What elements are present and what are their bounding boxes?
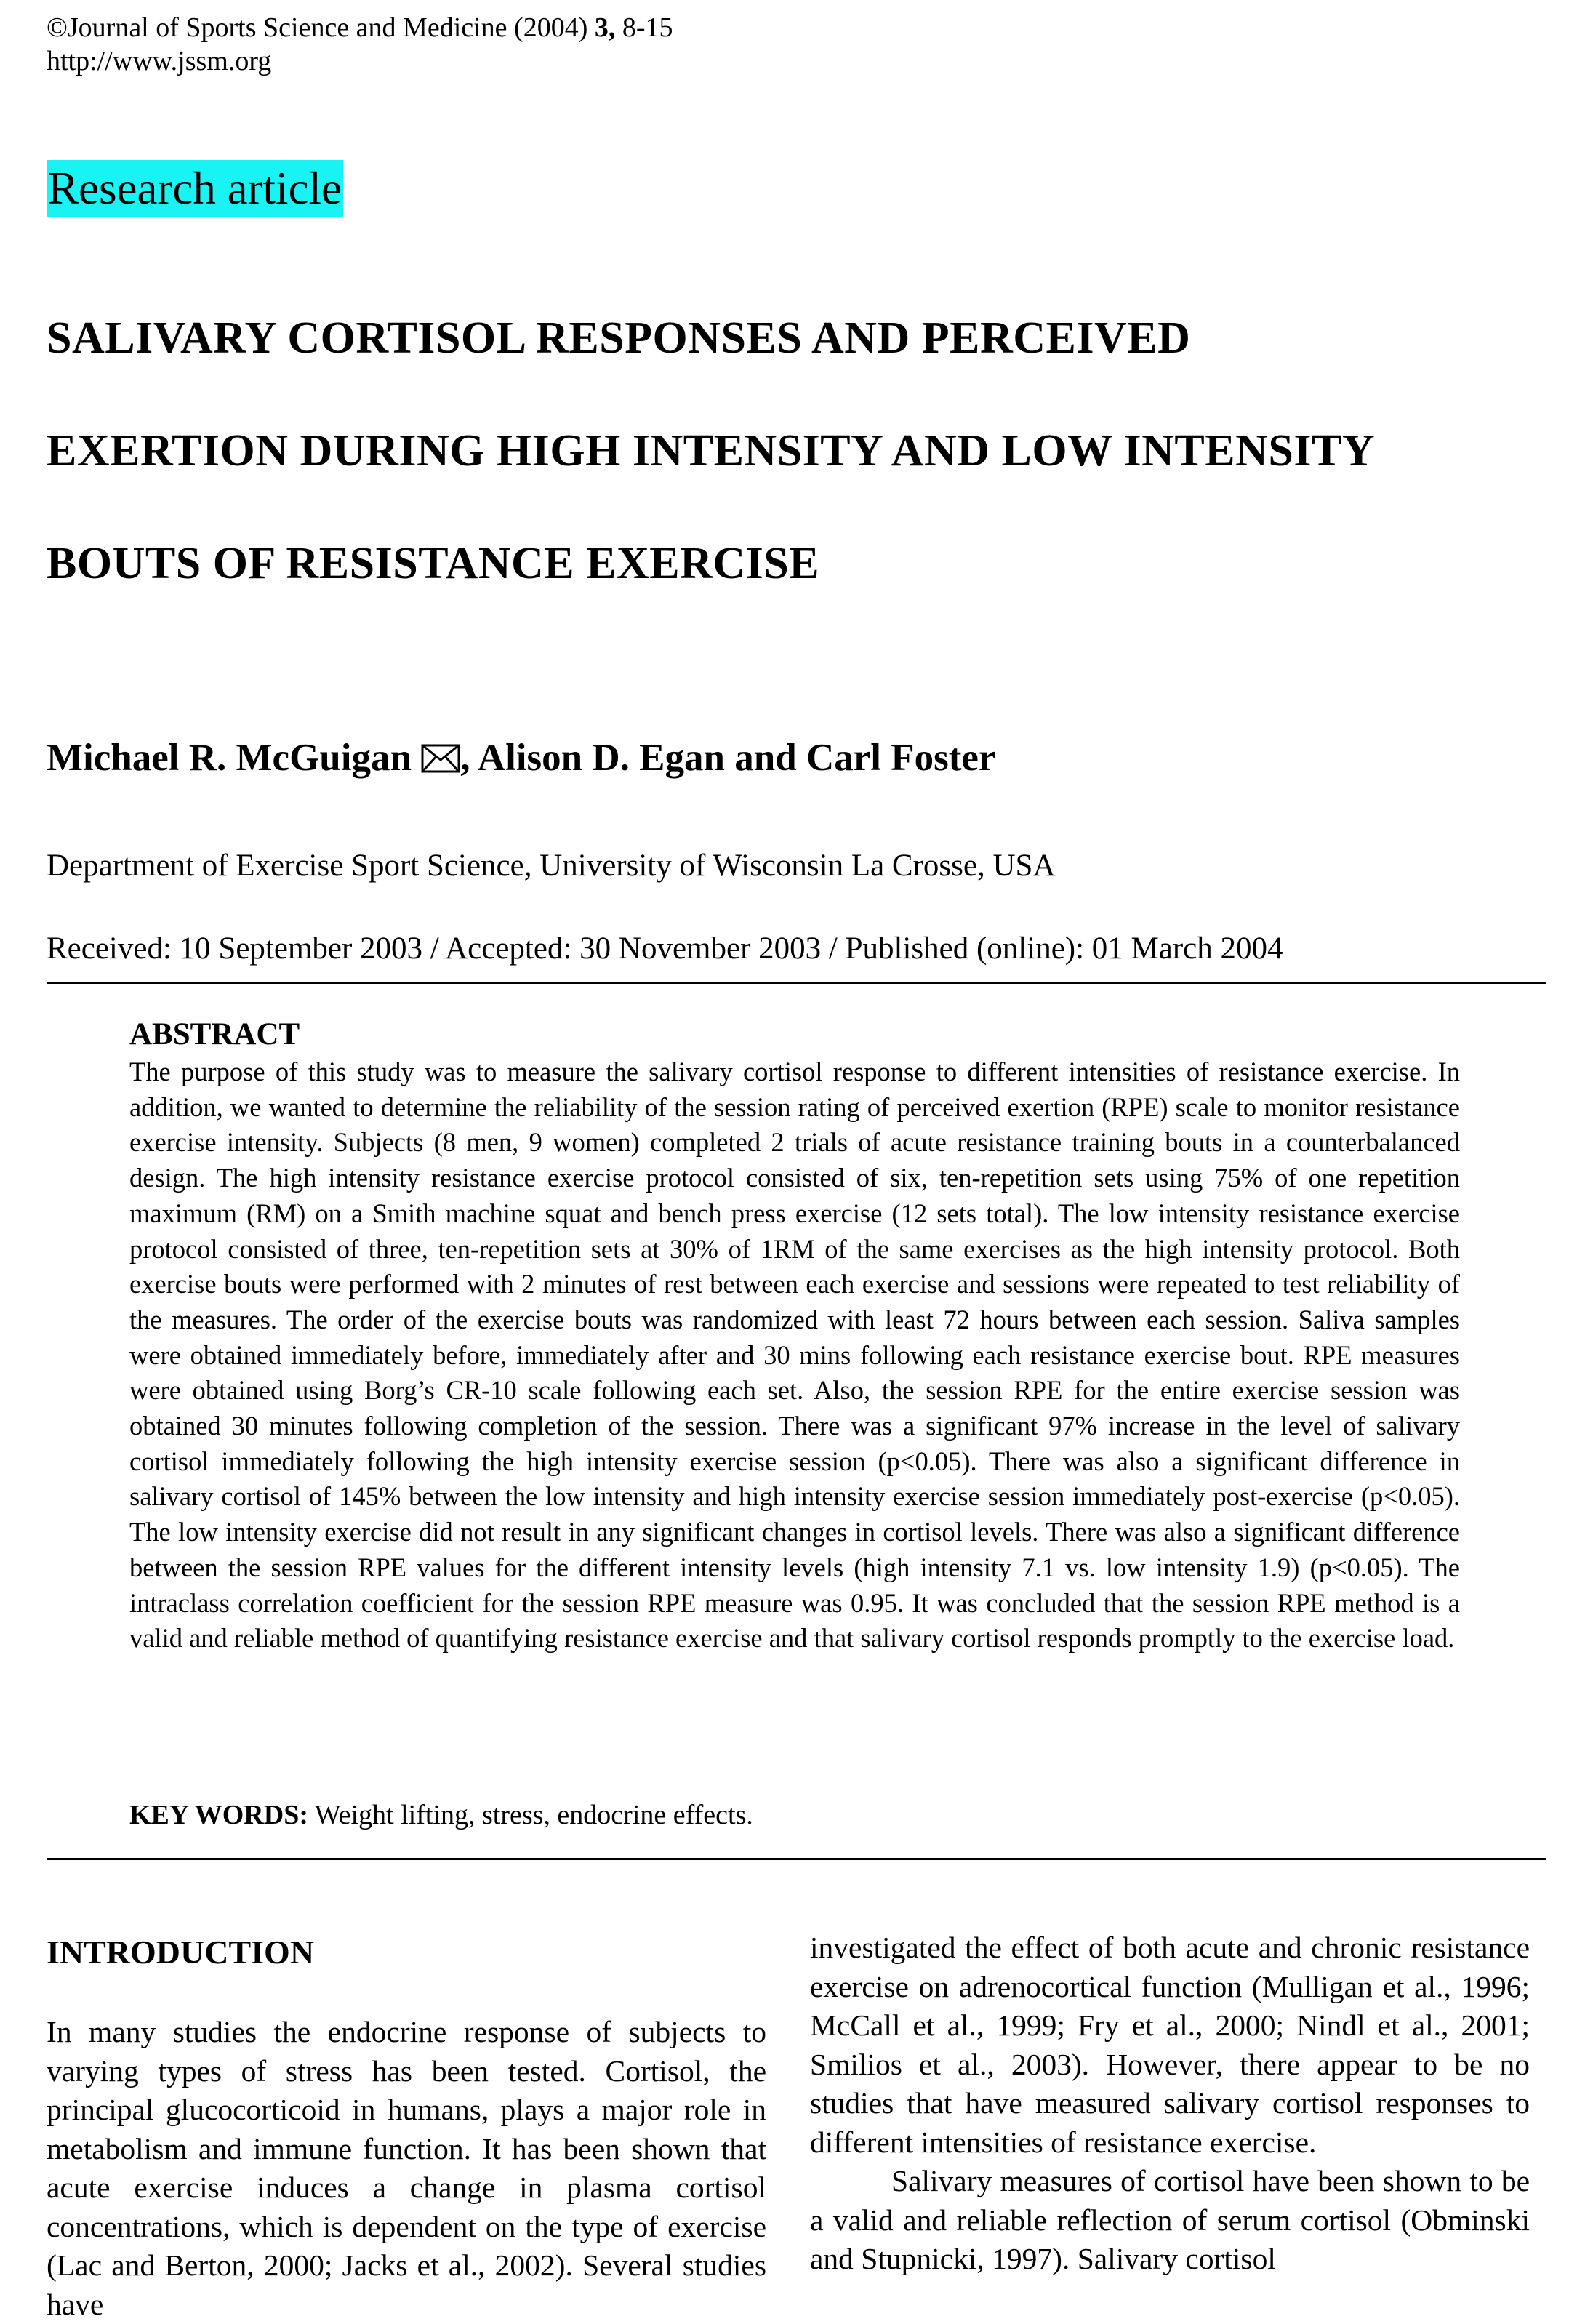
co-authors: , Alison D. Egan and Carl Foster — [460, 737, 996, 779]
article-title-line-3: BOUTS OF RESISTANCE EXERCISE — [47, 539, 820, 588]
intro-paragraph-1-continued: investigated the effect of both acute and chronic resistance exercise on adrenocortical function (Mulligan et al., 1996; McCall et al., 1999; Fry et al., 2000; Nindl et al., 2001; Smilios et al., 2003). However, there appear to be no studies that have measured salivary cortisol responses to different intensities of resistance exercise. — [810, 1931, 1530, 2159]
intro-paragraph-1: In many studies the endocrine response of subjects to varying types of stress has been tested. Cortisol, the principal glucocorticoid in humans, plays a major role in metabolism and immune function. It has been shown that acute exercise induces a change in plasma cortisol concentrations, which is dependent on the type of exercise (Lac and Berton, 2000; Jacks et al., 2002). Several studies have — [47, 2015, 766, 2321]
body-column-left — [47, 2013, 766, 2324]
affiliation: Department of Exercise Sport Science, University of Wisconsin La Crosse, USA — [47, 849, 1056, 883]
abstract-text: The purpose of this study was to measure the salivary cortisol response to different intensities of resistance exercise. In addition, we wanted to determine the reliability of the session rating of perceived exertion (RPE) scale to monitor resistance exercise intensity. Subjects (8 men, 9 women) completed 2 trials of acute resistance training bouts in a counterbalanced design. The high intensity resistance exercise protocol consisted of six, ten-repetition sets using 75% of one repetition maximum (RM) on a Smith machine squat and bench press exercise (12 sets total). The low intensity resistance exercise protocol consisted of three, ten-repetition sets at 30% of 1RM of the same exercises as the high intensity protocol. Both exercise bouts were performed with 2 minutes of rest between each exercise and sessions were repeated to test reliability of the measures. The order of the exercise bouts was randomized with least 72 hours between each session. Saliva samples were obtained immediately before, immediately after and 30 mins following each resistance exercise bout. RPE measures were obtained using Borg’s CR-10 scale following each set. Also, the session RPE for the entire exercise session was obtained 30 minutes following completion of the session. There was a significant 97% increase in the level of salivary cortisol immediately following the high intensity exercise session (p<0.05). There was also a significant difference in salivary cortisol of 145% between the low intensity and high intensity exercise session immediately post-exercise (p<0.05). The low intensity exercise did not result in any significant changes in cortisol levels. There was also a significant difference between the session RPE values for the different intensity levels (high intensity 7.1 vs. low intensity 1.9) (p<0.05). The intraclass correlation coefficient for the session RPE measure was 0.95. It was concluded that the session RPE method is a valid and reliable method of quantifying resistance exercise and that salivary cortisol responds promptly to the exercise load. — [129, 1057, 1460, 1654]
author-list — [47, 736, 995, 782]
body-column-right — [810, 1928, 1530, 2279]
journal-volume: 3, — [594, 12, 616, 43]
keywords-text: Weight lifting, stress, endocrine effects. — [308, 1800, 753, 1830]
intro-paragraph-2: Salivary measures of cortisol have been shown to be a valid and reliable reflection of serum cortisol (Obminski and Stupnicki, 1997). Salivary cortisol — [810, 2164, 1530, 2275]
envelope-icon[interactable] — [421, 739, 460, 782]
abstract-heading: ABSTRACT — [129, 1017, 300, 1051]
introduction-heading: INTRODUCTION — [47, 1934, 315, 1971]
journal-url[interactable]: http://www.jssm.org — [47, 46, 272, 76]
journal-pages: 8-15 — [615, 12, 673, 43]
divider-bottom — [47, 1858, 1546, 1860]
article-title-line-1: SALIVARY CORTISOL RESPONSES AND PERCEIVED — [47, 313, 1191, 363]
keywords-label: KEY WORDS: — [129, 1800, 308, 1830]
divider-top — [47, 982, 1546, 984]
corresponding-author: Michael R. McGuigan — [47, 737, 422, 779]
journal-name: ©Journal of Sports Science and Medicine (2004) — [47, 12, 595, 43]
article-type-badge: Research article — [47, 160, 343, 217]
journal-citation — [47, 12, 673, 44]
publication-dates: Received: 10 September 2003 / Accepted: 30 November 2003 / Published (online): 01 March 2004 — [47, 931, 1283, 966]
article-title-line-2: EXERTION DURING HIGH INTENSITY AND LOW INTENSITY — [47, 426, 1376, 476]
keywords — [129, 1799, 753, 1831]
